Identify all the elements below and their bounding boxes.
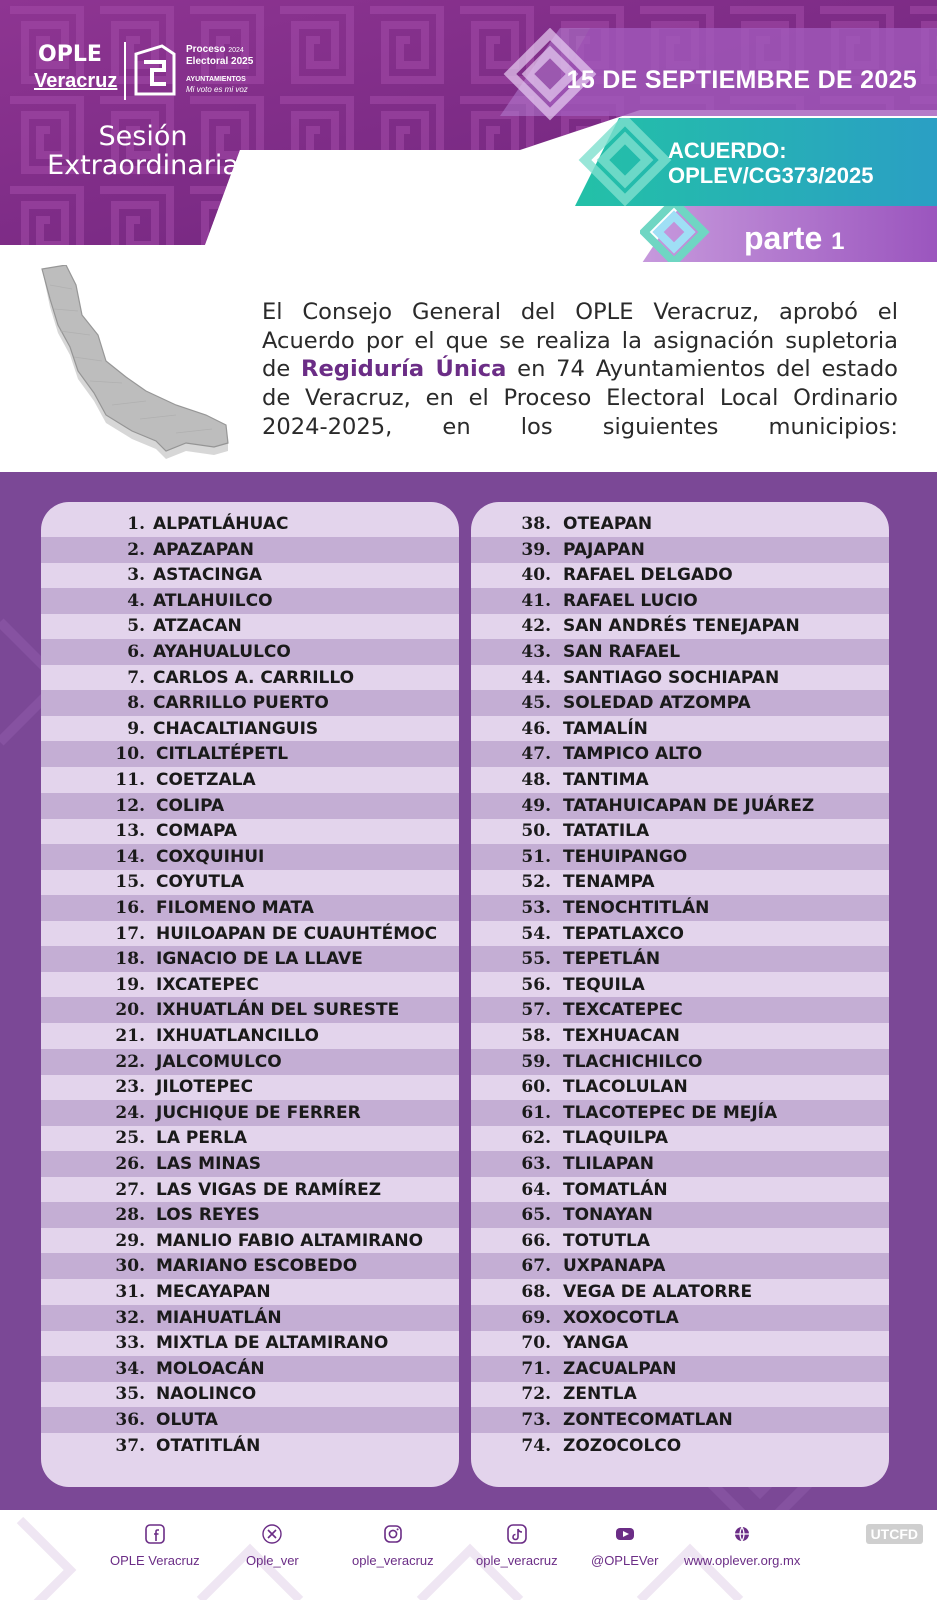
municipio-name: TAMALÍN bbox=[563, 718, 648, 739]
social-youtube[interactable] bbox=[591, 1524, 658, 1569]
municipio-number: 38. bbox=[521, 514, 551, 534]
social-website-label: www.oplever.org.mx bbox=[684, 1553, 801, 1568]
municipio-number: 51. bbox=[521, 846, 551, 867]
municipio-name: ATZACAN bbox=[153, 616, 242, 637]
municipio-row bbox=[41, 946, 459, 972]
municipio-number: 33. bbox=[115, 1333, 145, 1354]
municipio-name: OTATITLÁN bbox=[156, 1435, 261, 1456]
municipio-name: ASTACINGA bbox=[153, 565, 262, 586]
municipio-name: TLAQUILPA bbox=[563, 1128, 669, 1149]
municipio-number: 7. bbox=[127, 667, 145, 688]
process-emblem-icon bbox=[132, 44, 176, 98]
logo-tagline: Mi voto es mi voz bbox=[186, 85, 248, 94]
municipio-number: 67. bbox=[521, 1256, 551, 1277]
municipio-name: COMAPA bbox=[156, 821, 238, 842]
municipio-number: 13. bbox=[115, 821, 145, 842]
municipio-number: 47. bbox=[521, 744, 551, 765]
municipio-row bbox=[41, 972, 459, 998]
acuerdo-label bbox=[668, 138, 873, 188]
municipio-row bbox=[471, 997, 889, 1023]
municipio-name: MECAYAPAN bbox=[156, 1282, 271, 1302]
municipio-name: CHACALTIANGUIS bbox=[153, 718, 319, 739]
social-facebook[interactable] bbox=[110, 1524, 200, 1569]
municipio-number: 54. bbox=[521, 923, 551, 944]
municipio-row bbox=[41, 1151, 459, 1177]
social-instagram-label: ople_veracruz bbox=[352, 1553, 434, 1568]
municipio-number: 56. bbox=[521, 974, 551, 995]
ople-logo bbox=[34, 40, 264, 110]
municipio-name: MARIANO ESCOBEDO bbox=[156, 1256, 358, 1277]
municipio-row bbox=[41, 869, 459, 895]
logo-ople-text: OPLE bbox=[38, 42, 102, 67]
municipio-row bbox=[41, 588, 459, 614]
municipio-row bbox=[41, 1433, 459, 1459]
municipio-name: OLUTA bbox=[156, 1410, 218, 1430]
municipio-row bbox=[41, 613, 459, 639]
municipio-number: 55. bbox=[521, 949, 551, 970]
municipio-row bbox=[471, 1177, 889, 1203]
municipio-name: TEPETLÁN bbox=[563, 949, 661, 970]
municipio-name: SANTIAGO SOCHIAPAN bbox=[563, 667, 780, 688]
municipio-number: 28. bbox=[115, 1205, 145, 1226]
municipio-number: 6. bbox=[127, 642, 145, 662]
municipio-number: 17. bbox=[115, 923, 145, 944]
municipio-row bbox=[41, 716, 459, 742]
municipio-row bbox=[41, 537, 459, 563]
municipio-row bbox=[471, 690, 889, 716]
municipio-name: TOTUTLA bbox=[563, 1230, 651, 1251]
municipio-row bbox=[471, 1330, 889, 1356]
logo-proceso-line2: Electoral 2025 bbox=[186, 56, 254, 67]
municipio-number: 50. bbox=[521, 821, 551, 842]
municipio-name: IXCATEPEC bbox=[156, 974, 259, 995]
social-facebook-label: OPLE Veracruz bbox=[110, 1553, 200, 1568]
municipio-number: 61. bbox=[521, 1102, 551, 1123]
municipio-name: COETZALA bbox=[156, 770, 256, 790]
municipio-number: 19. bbox=[115, 974, 145, 995]
municipio-row bbox=[41, 741, 459, 767]
municipio-number: 2. bbox=[127, 539, 145, 560]
municipio-number: 15. bbox=[115, 872, 145, 893]
municipio-row bbox=[471, 1407, 889, 1433]
municipio-name: ZENTLA bbox=[563, 1384, 637, 1405]
municipio-number: 20. bbox=[115, 1000, 145, 1021]
municipio-row bbox=[41, 767, 459, 793]
municipio-number: 40. bbox=[521, 565, 551, 586]
municipio-number: 66. bbox=[521, 1230, 551, 1251]
intro-highlight: Regiduría Única bbox=[301, 356, 507, 383]
municipio-row bbox=[471, 537, 889, 563]
municipio-number: 68. bbox=[521, 1282, 551, 1302]
municipio-number: 9. bbox=[127, 718, 145, 739]
municipio-name: TLACOTEPEC DE MEJÍA bbox=[563, 1102, 778, 1123]
municipio-number: 48. bbox=[521, 770, 551, 790]
municipio-row bbox=[471, 1125, 889, 1151]
municipio-name: PAJAPAN bbox=[563, 539, 645, 560]
municipio-name: TAMPICO ALTO bbox=[563, 744, 703, 765]
municipio-name: VEGA DE ALATORRE bbox=[563, 1282, 753, 1302]
municipio-name: AYAHUALULCO bbox=[153, 642, 291, 662]
municipio-number: 64. bbox=[521, 1179, 551, 1200]
municipio-number: 27. bbox=[115, 1179, 145, 1200]
municipio-number: 41. bbox=[521, 590, 551, 611]
municipio-number: 8. bbox=[127, 693, 145, 714]
municipio-number: 36. bbox=[115, 1410, 145, 1430]
municipio-name: LAS MINAS bbox=[156, 1154, 262, 1174]
municipio-name: MOLOACÁN bbox=[156, 1358, 265, 1379]
municipio-row bbox=[471, 1433, 889, 1459]
municipio-number: 26. bbox=[115, 1154, 145, 1174]
municipio-number: 25. bbox=[115, 1128, 145, 1149]
municipio-number: 12. bbox=[115, 795, 145, 816]
municipio-name: SAN RAFAEL bbox=[563, 642, 681, 662]
municipio-row bbox=[41, 1177, 459, 1203]
municipio-row bbox=[41, 844, 459, 870]
tiktok-icon bbox=[507, 1524, 527, 1544]
municipio-number: 37. bbox=[115, 1435, 145, 1456]
municipio-name: TLACOLULAN bbox=[563, 1077, 688, 1098]
municipio-row bbox=[471, 869, 889, 895]
municipio-row bbox=[41, 921, 459, 947]
intro-text-before: El Consejo General del OPLE Veracruz, aprobó el Acuerdo por el que se realiza la asignación supletoria de bbox=[262, 299, 898, 383]
session-date: 15 DE SEPTIEMBRE DE 2025 bbox=[566, 66, 917, 94]
session-title-line1: Sesión bbox=[98, 121, 188, 152]
municipio-row bbox=[41, 895, 459, 921]
municipio-number: 73. bbox=[521, 1410, 551, 1430]
municipio-number: 18. bbox=[115, 949, 145, 970]
municipio-number: 34. bbox=[115, 1358, 145, 1379]
municipio-name: TENAMPA bbox=[563, 872, 655, 893]
municipio-name: RAFAEL LUCIO bbox=[563, 590, 698, 611]
municipio-name: JALCOMULCO bbox=[156, 1051, 282, 1072]
social-tiktok[interactable] bbox=[476, 1524, 558, 1569]
municipio-number: 23. bbox=[115, 1077, 145, 1098]
municipio-name: TANTIMA bbox=[563, 770, 649, 790]
municipio-row bbox=[471, 1049, 889, 1075]
municipio-number: 4. bbox=[127, 590, 145, 611]
municipio-row bbox=[41, 639, 459, 665]
veracruz-state-map bbox=[36, 265, 236, 460]
municipio-row bbox=[471, 511, 889, 537]
municipio-row bbox=[471, 1279, 889, 1305]
municipio-row bbox=[471, 613, 889, 639]
municipio-row bbox=[41, 793, 459, 819]
municipio-row bbox=[471, 639, 889, 665]
municipio-name: TATAHUICAPAN DE JUÁREZ bbox=[563, 795, 815, 816]
municipio-number: 58. bbox=[521, 1026, 551, 1046]
municipio-row bbox=[41, 1279, 459, 1305]
municipio-name: JILOTEPEC bbox=[156, 1077, 254, 1098]
municipio-name: TLILAPAN bbox=[563, 1154, 655, 1174]
municipio-number: 31. bbox=[115, 1282, 145, 1302]
instagram-icon bbox=[383, 1524, 403, 1544]
municipio-name: COLIPA bbox=[156, 795, 225, 816]
municipio-number: 49. bbox=[521, 795, 551, 816]
municipio-number: 57. bbox=[521, 1000, 551, 1021]
municipio-name: LOS REYES bbox=[156, 1205, 260, 1226]
logo-separator bbox=[124, 42, 126, 100]
municipio-row bbox=[471, 1023, 889, 1049]
municipio-row bbox=[41, 1049, 459, 1075]
municipio-name: COYUTLA bbox=[156, 872, 245, 893]
municipios-section bbox=[0, 472, 937, 1510]
session-title bbox=[38, 122, 248, 180]
municipio-number: 63. bbox=[521, 1154, 551, 1174]
municipio-row bbox=[471, 1151, 889, 1177]
municipio-number: 71. bbox=[521, 1358, 551, 1379]
municipio-name: TEQUILA bbox=[563, 974, 645, 995]
municipio-name: RAFAEL DELGADO bbox=[563, 565, 733, 586]
municipio-row bbox=[471, 1253, 889, 1279]
municipio-row bbox=[471, 767, 889, 793]
parte-word: parte bbox=[744, 220, 823, 256]
municipio-number: 42. bbox=[521, 616, 551, 637]
municipio-name: SOLEDAD ATZOMPA bbox=[563, 693, 751, 714]
municipio-number: 52. bbox=[521, 872, 551, 893]
municipio-number: 74. bbox=[521, 1435, 551, 1456]
municipio-name: TONAYAN bbox=[563, 1205, 653, 1226]
municipio-name: MIXTLA DE ALTAMIRANO bbox=[156, 1333, 389, 1354]
municipio-row bbox=[471, 844, 889, 870]
municipio-name: FILOMENO MATA bbox=[156, 898, 314, 918]
municipio-name: UXPANAPA bbox=[563, 1256, 666, 1277]
municipio-number: 60. bbox=[521, 1077, 551, 1098]
municipio-name: XOXOCOTLA bbox=[563, 1307, 679, 1328]
municipio-row bbox=[41, 1100, 459, 1126]
social-tiktok-label: ople_veracruz bbox=[476, 1553, 558, 1568]
intro-text-after: en 74 Ayuntamientos del estado de Veracruz, en el Proceso Electoral Local Ordinario 2024-2025, en los siguientes municipios: bbox=[262, 356, 898, 440]
municipio-row bbox=[41, 562, 459, 588]
municipio-row bbox=[471, 946, 889, 972]
logo-proceso-line1: Proceso bbox=[186, 44, 226, 55]
x-icon bbox=[262, 1524, 282, 1544]
municipios-list-right bbox=[471, 502, 889, 1487]
municipio-row bbox=[41, 1074, 459, 1100]
municipio-row bbox=[41, 997, 459, 1023]
municipio-row bbox=[41, 1305, 459, 1331]
parte-number: 1 bbox=[831, 228, 845, 255]
municipio-number: 22. bbox=[115, 1051, 145, 1072]
logo-ayuntamientos: AYUNTAMIENTOS bbox=[186, 76, 246, 83]
municipio-number: 70. bbox=[521, 1333, 551, 1354]
municipio-number: 39. bbox=[521, 539, 551, 560]
municipio-number: 14. bbox=[115, 846, 145, 867]
municipio-name: ATLAHUILCO bbox=[153, 590, 273, 611]
municipio-row bbox=[471, 793, 889, 819]
municipio-name: MANLIO FABIO ALTAMIRANO bbox=[156, 1230, 424, 1251]
municipio-row bbox=[41, 1228, 459, 1254]
municipio-row bbox=[471, 562, 889, 588]
municipio-name: SAN ANDRÉS TENEJAPAN bbox=[563, 616, 800, 637]
municipio-name: ZONTECOMATLAN bbox=[563, 1410, 733, 1430]
footer bbox=[0, 1510, 937, 1600]
municipio-name: OTEAPAN bbox=[563, 514, 653, 534]
municipio-number: 44. bbox=[521, 667, 551, 688]
municipio-row bbox=[471, 1202, 889, 1228]
municipio-row bbox=[471, 1100, 889, 1126]
municipio-name: TEXCATEPEC bbox=[563, 1000, 683, 1021]
municipio-name: ZOZOCOLCO bbox=[563, 1435, 682, 1456]
municipio-number: 3. bbox=[127, 565, 145, 586]
municipio-row bbox=[41, 1253, 459, 1279]
intro-paragraph bbox=[262, 298, 898, 442]
municipio-number: 29. bbox=[115, 1230, 145, 1251]
municipio-number: 46. bbox=[521, 718, 551, 739]
municipio-number: 24. bbox=[115, 1102, 145, 1123]
municipio-name: TEXHUACAN bbox=[563, 1026, 680, 1046]
municipio-number: 35. bbox=[115, 1384, 145, 1405]
social-instagram[interactable] bbox=[352, 1524, 434, 1569]
municipio-number: 11. bbox=[115, 770, 145, 790]
municipio-number: 32. bbox=[115, 1307, 145, 1328]
municipio-number: 16. bbox=[115, 898, 145, 918]
municipio-name: COXQUIHUI bbox=[156, 846, 265, 867]
municipio-row bbox=[471, 1074, 889, 1100]
municipio-name: JUCHIQUE DE FERRER bbox=[156, 1102, 361, 1123]
municipio-name: YANGA bbox=[563, 1333, 629, 1354]
municipio-name: MIAHUATLÁN bbox=[156, 1307, 282, 1328]
globe-icon bbox=[732, 1524, 752, 1544]
municipio-number: 72. bbox=[521, 1384, 551, 1405]
municipio-row bbox=[471, 1305, 889, 1331]
municipio-row bbox=[471, 921, 889, 947]
municipio-row bbox=[471, 1381, 889, 1407]
municipio-row bbox=[471, 665, 889, 691]
utcfd-badge: UTCFD bbox=[866, 1524, 923, 1544]
municipio-number: 1. bbox=[127, 514, 145, 534]
municipio-row bbox=[471, 588, 889, 614]
municipio-row bbox=[471, 972, 889, 998]
municipio-name: TOMATLÁN bbox=[563, 1179, 668, 1200]
municipio-name: ZACUALPAN bbox=[563, 1358, 677, 1379]
municipio-number: 10. bbox=[115, 744, 145, 765]
logo-proceso-text bbox=[186, 44, 266, 67]
municipio-number: 45. bbox=[521, 693, 551, 714]
social-website[interactable] bbox=[684, 1524, 800, 1569]
municipio-number: 5. bbox=[127, 616, 145, 637]
municipio-name: CARRILLO PUERTO bbox=[153, 693, 329, 714]
municipio-row bbox=[41, 665, 459, 691]
social-x[interactable] bbox=[246, 1524, 299, 1569]
municipio-row bbox=[41, 1125, 459, 1151]
municipio-name: HUILOAPAN DE CUAUHTÉMOC bbox=[156, 923, 438, 944]
municipio-number: 43. bbox=[521, 642, 551, 662]
municipio-row bbox=[471, 716, 889, 742]
session-title-line2: Extraordinaria bbox=[47, 150, 239, 181]
municipio-name: LAS VIGAS DE RAMÍREZ bbox=[156, 1179, 382, 1200]
municipio-row bbox=[471, 1356, 889, 1382]
municipio-row bbox=[41, 1202, 459, 1228]
municipio-name: APAZAPAN bbox=[153, 539, 254, 560]
social-x-label: Ople_ver bbox=[246, 1553, 299, 1568]
municipio-name: TATATILA bbox=[563, 821, 650, 842]
municipio-name: TLACHICHILCO bbox=[563, 1051, 703, 1072]
municipio-name: TEHUIPANGO bbox=[563, 846, 688, 867]
municipio-row bbox=[471, 818, 889, 844]
header bbox=[0, 0, 937, 262]
acuerdo-title: ACUERDO: bbox=[668, 138, 787, 163]
logo-proceso-year: 2024 bbox=[228, 47, 244, 54]
logo-veracruz-text: Veracruz bbox=[34, 70, 118, 92]
municipio-number: 21. bbox=[115, 1026, 145, 1046]
parte-label bbox=[744, 220, 845, 257]
municipio-name: NAOLINCO bbox=[156, 1384, 257, 1405]
municipio-name: LA PERLA bbox=[156, 1128, 248, 1149]
municipio-row bbox=[41, 1356, 459, 1382]
municipio-number: 69. bbox=[521, 1307, 551, 1328]
municipio-number: 30. bbox=[115, 1256, 145, 1277]
municipio-number: 65. bbox=[521, 1205, 551, 1226]
municipio-name: TENOCHTITLÁN bbox=[563, 898, 710, 918]
municipio-row bbox=[41, 818, 459, 844]
municipio-name: IXHUATLANCILLO bbox=[156, 1026, 319, 1046]
municipio-name: IXHUATLÁN DEL SURESTE bbox=[156, 1000, 400, 1021]
municipio-row bbox=[41, 1407, 459, 1433]
municipio-name: ALPATLÁHUAC bbox=[153, 514, 289, 534]
municipio-row bbox=[41, 1330, 459, 1356]
youtube-icon bbox=[615, 1524, 635, 1544]
municipios-list-left bbox=[41, 502, 459, 1487]
municipio-number: 53. bbox=[521, 898, 551, 918]
municipio-name: TEPATLAXCO bbox=[563, 923, 684, 944]
municipio-name: IGNACIO DE LA LLAVE bbox=[156, 949, 363, 970]
acuerdo-code: OPLEV/CG373/2025 bbox=[668, 163, 874, 188]
municipio-number: 59. bbox=[521, 1051, 551, 1072]
municipio-name: CITLALTÉPETL bbox=[156, 744, 289, 765]
municipio-row bbox=[471, 1228, 889, 1254]
municipio-number: 62. bbox=[521, 1128, 551, 1149]
municipio-row bbox=[41, 511, 459, 537]
municipio-row bbox=[41, 1381, 459, 1407]
social-youtube-label: @OPLEVer bbox=[591, 1553, 659, 1568]
municipio-row bbox=[41, 1023, 459, 1049]
municipio-row bbox=[471, 741, 889, 767]
municipio-row bbox=[471, 895, 889, 921]
municipio-name: CARLOS A. CARRILLO bbox=[153, 667, 355, 688]
municipio-row bbox=[41, 690, 459, 716]
facebook-icon bbox=[145, 1524, 165, 1544]
